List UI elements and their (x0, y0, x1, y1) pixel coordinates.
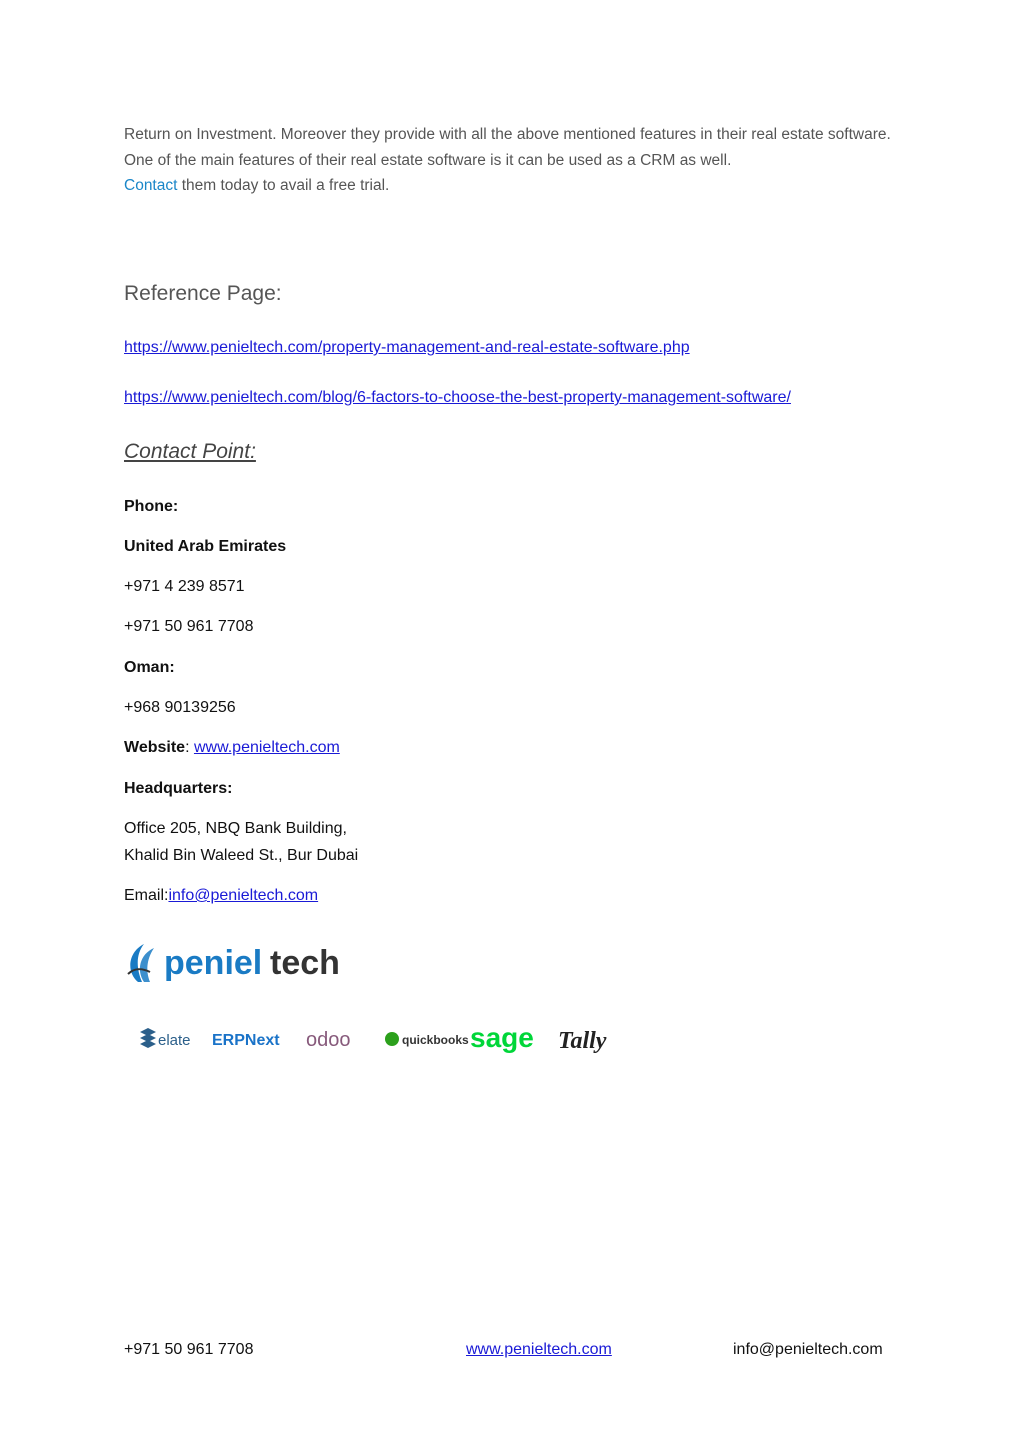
svg-text:odoo: odoo (306, 1029, 351, 1051)
contact-point-heading: Contact Point: (124, 440, 256, 463)
footer-website-link[interactable]: www.penieltech.com (466, 1341, 612, 1358)
sage-logo (470, 1022, 534, 1053)
website-label: Website (124, 739, 186, 756)
contact-link[interactable]: Contact (124, 177, 178, 194)
svg-text:quickbooks: quickbooks (402, 1033, 469, 1047)
intro-paragraph (124, 122, 904, 199)
phone-label: Phone: (124, 498, 179, 515)
odoo-logo (306, 1029, 351, 1051)
svg-text:Tally: Tally (558, 1028, 607, 1054)
reference-page-heading: Reference Page: (124, 282, 282, 305)
intro-text: Return on Investment. Moreover they provide with all the above mentioned features in their real estate software. One of the main features of their real estate software is it can be used as a CRM as well. (124, 126, 891, 169)
penieltech-logo-mark (128, 944, 154, 982)
svg-text:elate: elate (158, 1032, 191, 1049)
footer-phone: +971 50 961 7708 (124, 1341, 254, 1358)
headquarters-label: Headquarters: (124, 780, 233, 797)
logo-text-peniel: peniel (164, 944, 263, 982)
tally-logo (558, 1028, 607, 1054)
logo-text-tech: tech (270, 944, 340, 982)
reference-link-1[interactable]: https://www.penieltech.com/property-management-and-real-estate-software.php (124, 339, 690, 356)
partner-logos-strip (134, 1018, 624, 1060)
website-line: Website: www.penieltech.com (124, 739, 340, 756)
email-label: Email: (124, 887, 169, 904)
footer-email: info@penieltech.com (733, 1341, 883, 1358)
email-line (124, 887, 318, 905)
oman-phone: +968 90139256 (124, 699, 236, 716)
reference-link-2[interactable]: https://www.penieltech.com/blog/6-factors-to-choose-the-best-property-management-software/ (124, 389, 791, 406)
oman-label: Oman: (124, 659, 175, 676)
penieltech-logo (124, 938, 364, 986)
uae-phone-1: +971 4 239 8571 (124, 578, 245, 595)
email-link[interactable]: info@penieltech.com (168, 887, 319, 904)
intro-text-end: them today to avail a free trial. (177, 177, 390, 194)
hq-address-1: Office 205, NBQ Bank Building, (124, 820, 347, 837)
elate-logo (140, 1028, 191, 1049)
uae-label: United Arab Emirates (124, 538, 287, 555)
svg-text:sage: sage (470, 1022, 534, 1053)
svg-text:ERPNext: ERPNext (212, 1032, 280, 1049)
uae-phone-2: +971 50 961 7708 (124, 618, 254, 635)
erpnext-logo (212, 1032, 280, 1049)
hq-address-2: Khalid Bin Waleed St., Bur Dubai (124, 847, 359, 864)
website-link[interactable]: www.penieltech.com (193, 739, 340, 756)
